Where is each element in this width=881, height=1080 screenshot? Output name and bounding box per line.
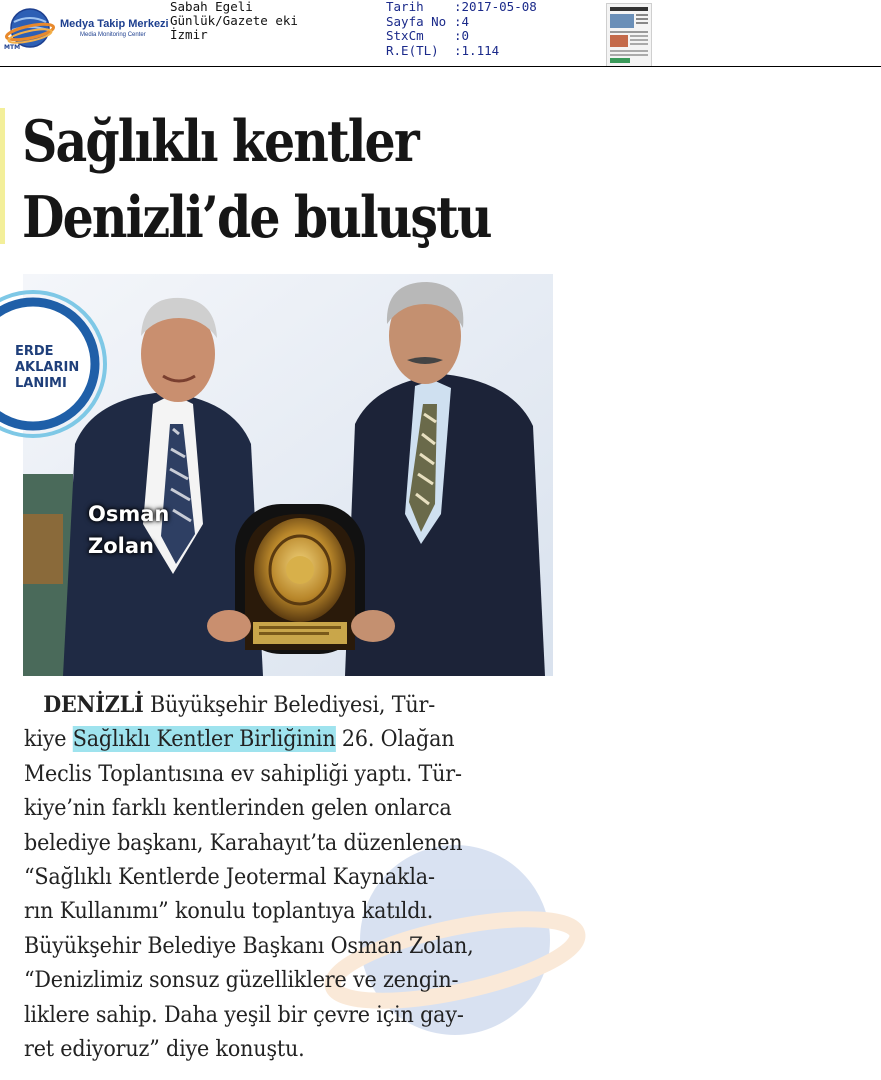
logo-name: Medya Takip Merkezi bbox=[60, 18, 169, 30]
meta-row-stxcm bbox=[386, 29, 537, 44]
caption-line-1: Osman bbox=[88, 502, 170, 526]
clipping-header bbox=[0, 0, 881, 67]
publication-name: Sabah Egeli bbox=[170, 0, 253, 14]
meta-value: :2017-05-08 bbox=[454, 0, 537, 14]
body-line bbox=[24, 722, 521, 756]
photo-illustration bbox=[23, 274, 553, 676]
body-line: Meclis Toplantısına ev sahipliği yaptı. Tür- bbox=[24, 760, 462, 787]
body-line: rın Kullanımı” konulu toplantıya katıldı. bbox=[24, 898, 434, 925]
meta-key: Tarih bbox=[386, 0, 424, 14]
body-text: 26. Olağan bbox=[335, 726, 455, 753]
publication-info bbox=[170, 0, 298, 42]
body-line: “Denizlimiz sonsuz güzelliklere ve zengin- bbox=[24, 967, 459, 994]
logo-abbr: MTM bbox=[4, 44, 21, 51]
body-line: liklere sahip. Daha yeşil bir çevre için gay- bbox=[24, 1001, 464, 1028]
event-banner-text bbox=[15, 344, 79, 392]
meta-key: R.E(TL) bbox=[386, 42, 439, 58]
article-body bbox=[24, 688, 521, 1066]
banner-line: ERDE bbox=[15, 344, 54, 359]
article-headline bbox=[22, 104, 491, 256]
body-line: “Sağlıklı Kentlerde Jeotermal Kaynakla- bbox=[24, 864, 435, 891]
caption-line-2: Zolan bbox=[88, 534, 154, 558]
logo-subtitle: Media Monitoring Center bbox=[80, 32, 146, 38]
meta-value: :4 bbox=[454, 13, 470, 29]
meta-row-page bbox=[386, 15, 537, 30]
body-lead: DENİZLİ bbox=[43, 692, 144, 718]
meta-key: StxCm bbox=[386, 28, 424, 43]
photo-caption bbox=[88, 498, 169, 562]
banner-line: AKLARIN bbox=[15, 360, 80, 375]
publication-type: Günlük/Gazete eki bbox=[170, 13, 298, 28]
page-thumbnail[interactable] bbox=[606, 3, 652, 67]
body-line: belediye başkanı, Karahayıt’ta düzenlenen bbox=[24, 829, 463, 856]
clipping-meta bbox=[386, 0, 537, 58]
agency-logo bbox=[2, 4, 168, 54]
meta-row-date bbox=[386, 0, 537, 15]
meta-key: Sayfa No bbox=[386, 13, 447, 29]
header-divider bbox=[0, 66, 881, 67]
article-photo bbox=[15, 274, 553, 676]
meta-value: :0 bbox=[454, 28, 470, 43]
highlighted-phrase: Sağlıklı Kentler Birliğinin bbox=[72, 726, 336, 753]
publication-city: İzmir bbox=[170, 27, 208, 42]
body-text: Büyükşehir Belediyesi, Tür- bbox=[143, 692, 436, 718]
headline-line-2: Denizli’de buluştu bbox=[22, 184, 491, 251]
body-text: kiye bbox=[24, 726, 73, 753]
meta-row-ad-value bbox=[386, 44, 537, 59]
body-line: Büyükşehir Belediye Başkanı Osman Zolan, bbox=[24, 932, 474, 959]
banner-line: LANIMI bbox=[15, 376, 67, 391]
body-line: kiye’nin farklı kentlerinden gelen onlarca bbox=[24, 795, 452, 822]
meta-value: :1.114 bbox=[454, 42, 500, 58]
body-line bbox=[24, 688, 521, 722]
newspaper-page-icon bbox=[607, 4, 651, 66]
headline-line-1: Sağlıklı kentler bbox=[22, 108, 418, 175]
body-line: ret ediyoruz” diye konuştu. bbox=[24, 1036, 305, 1063]
headline-accent-bar bbox=[0, 108, 5, 244]
